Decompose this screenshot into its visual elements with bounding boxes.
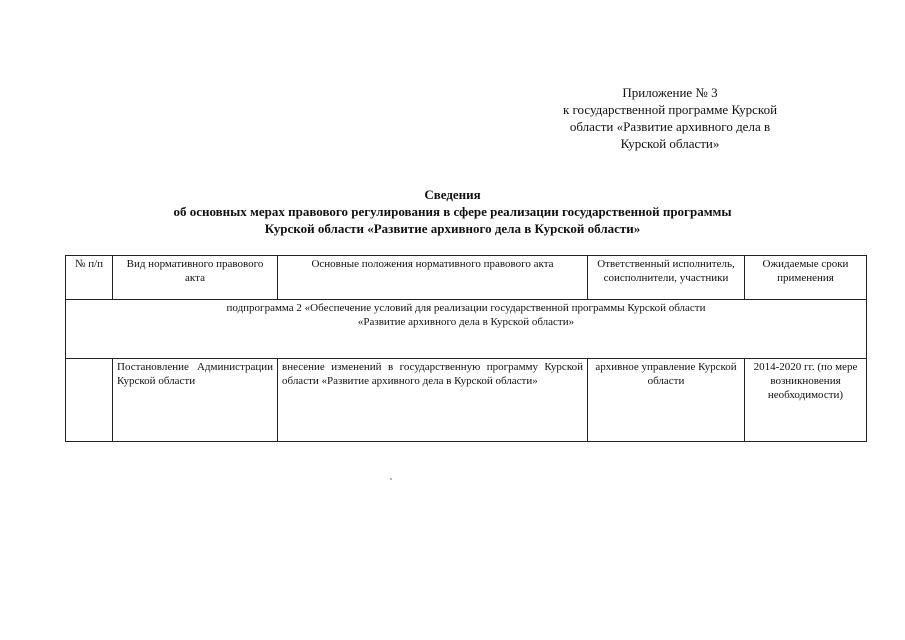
subprogram-line: подпрограмма 2 «Обеспечение условий для реализации государственной программы Курской области (226, 302, 706, 314)
appendix-line: области «Развитие архивного дела в (569, 119, 771, 134)
title-line: Курской области «Развитие архивного дела в Курской области» (264, 221, 641, 236)
appendix-line: Курской области» (620, 136, 720, 151)
header-number: № п/п (66, 256, 113, 300)
cell-number (66, 359, 113, 442)
subprogram-cell (66, 300, 867, 359)
title-line: об основных мерах правового регулирования в сфере реализации государственной программы (173, 204, 732, 219)
header-act-type: Вид нормативного правового акта (113, 256, 278, 300)
scan-speck (390, 478, 392, 480)
subprogram-line: «Развитие архивного дела в Курской области» (357, 316, 575, 328)
header-responsible: Ответственный исполнитель, соисполнители, участники (588, 256, 745, 300)
measures-table (65, 255, 867, 442)
subprogram-row (66, 300, 867, 359)
cell-timing: 2014-2020 гг. (по мере возникновения необходимости) (745, 359, 867, 442)
cell-act-type: Постановление Администрации Курской области (113, 359, 278, 442)
table-header-row (66, 256, 867, 300)
header-provisions: Основные положения нормативного правового акта (278, 256, 588, 300)
cell-provisions: внесение изменений в государственную программу Курской области «Развитие архивного дела в Курской области» (278, 359, 588, 442)
document-title (60, 186, 845, 237)
title-line: Сведения (424, 187, 481, 202)
header-timing: Ожидаемые сроки применения (745, 256, 867, 300)
appendix-line: Приложение № 3 (622, 85, 718, 100)
table-row (66, 359, 867, 442)
appendix-note (520, 84, 820, 152)
appendix-line: к государственной программе Курской (562, 102, 778, 117)
cell-responsible: архивное управление Курской области (588, 359, 745, 442)
